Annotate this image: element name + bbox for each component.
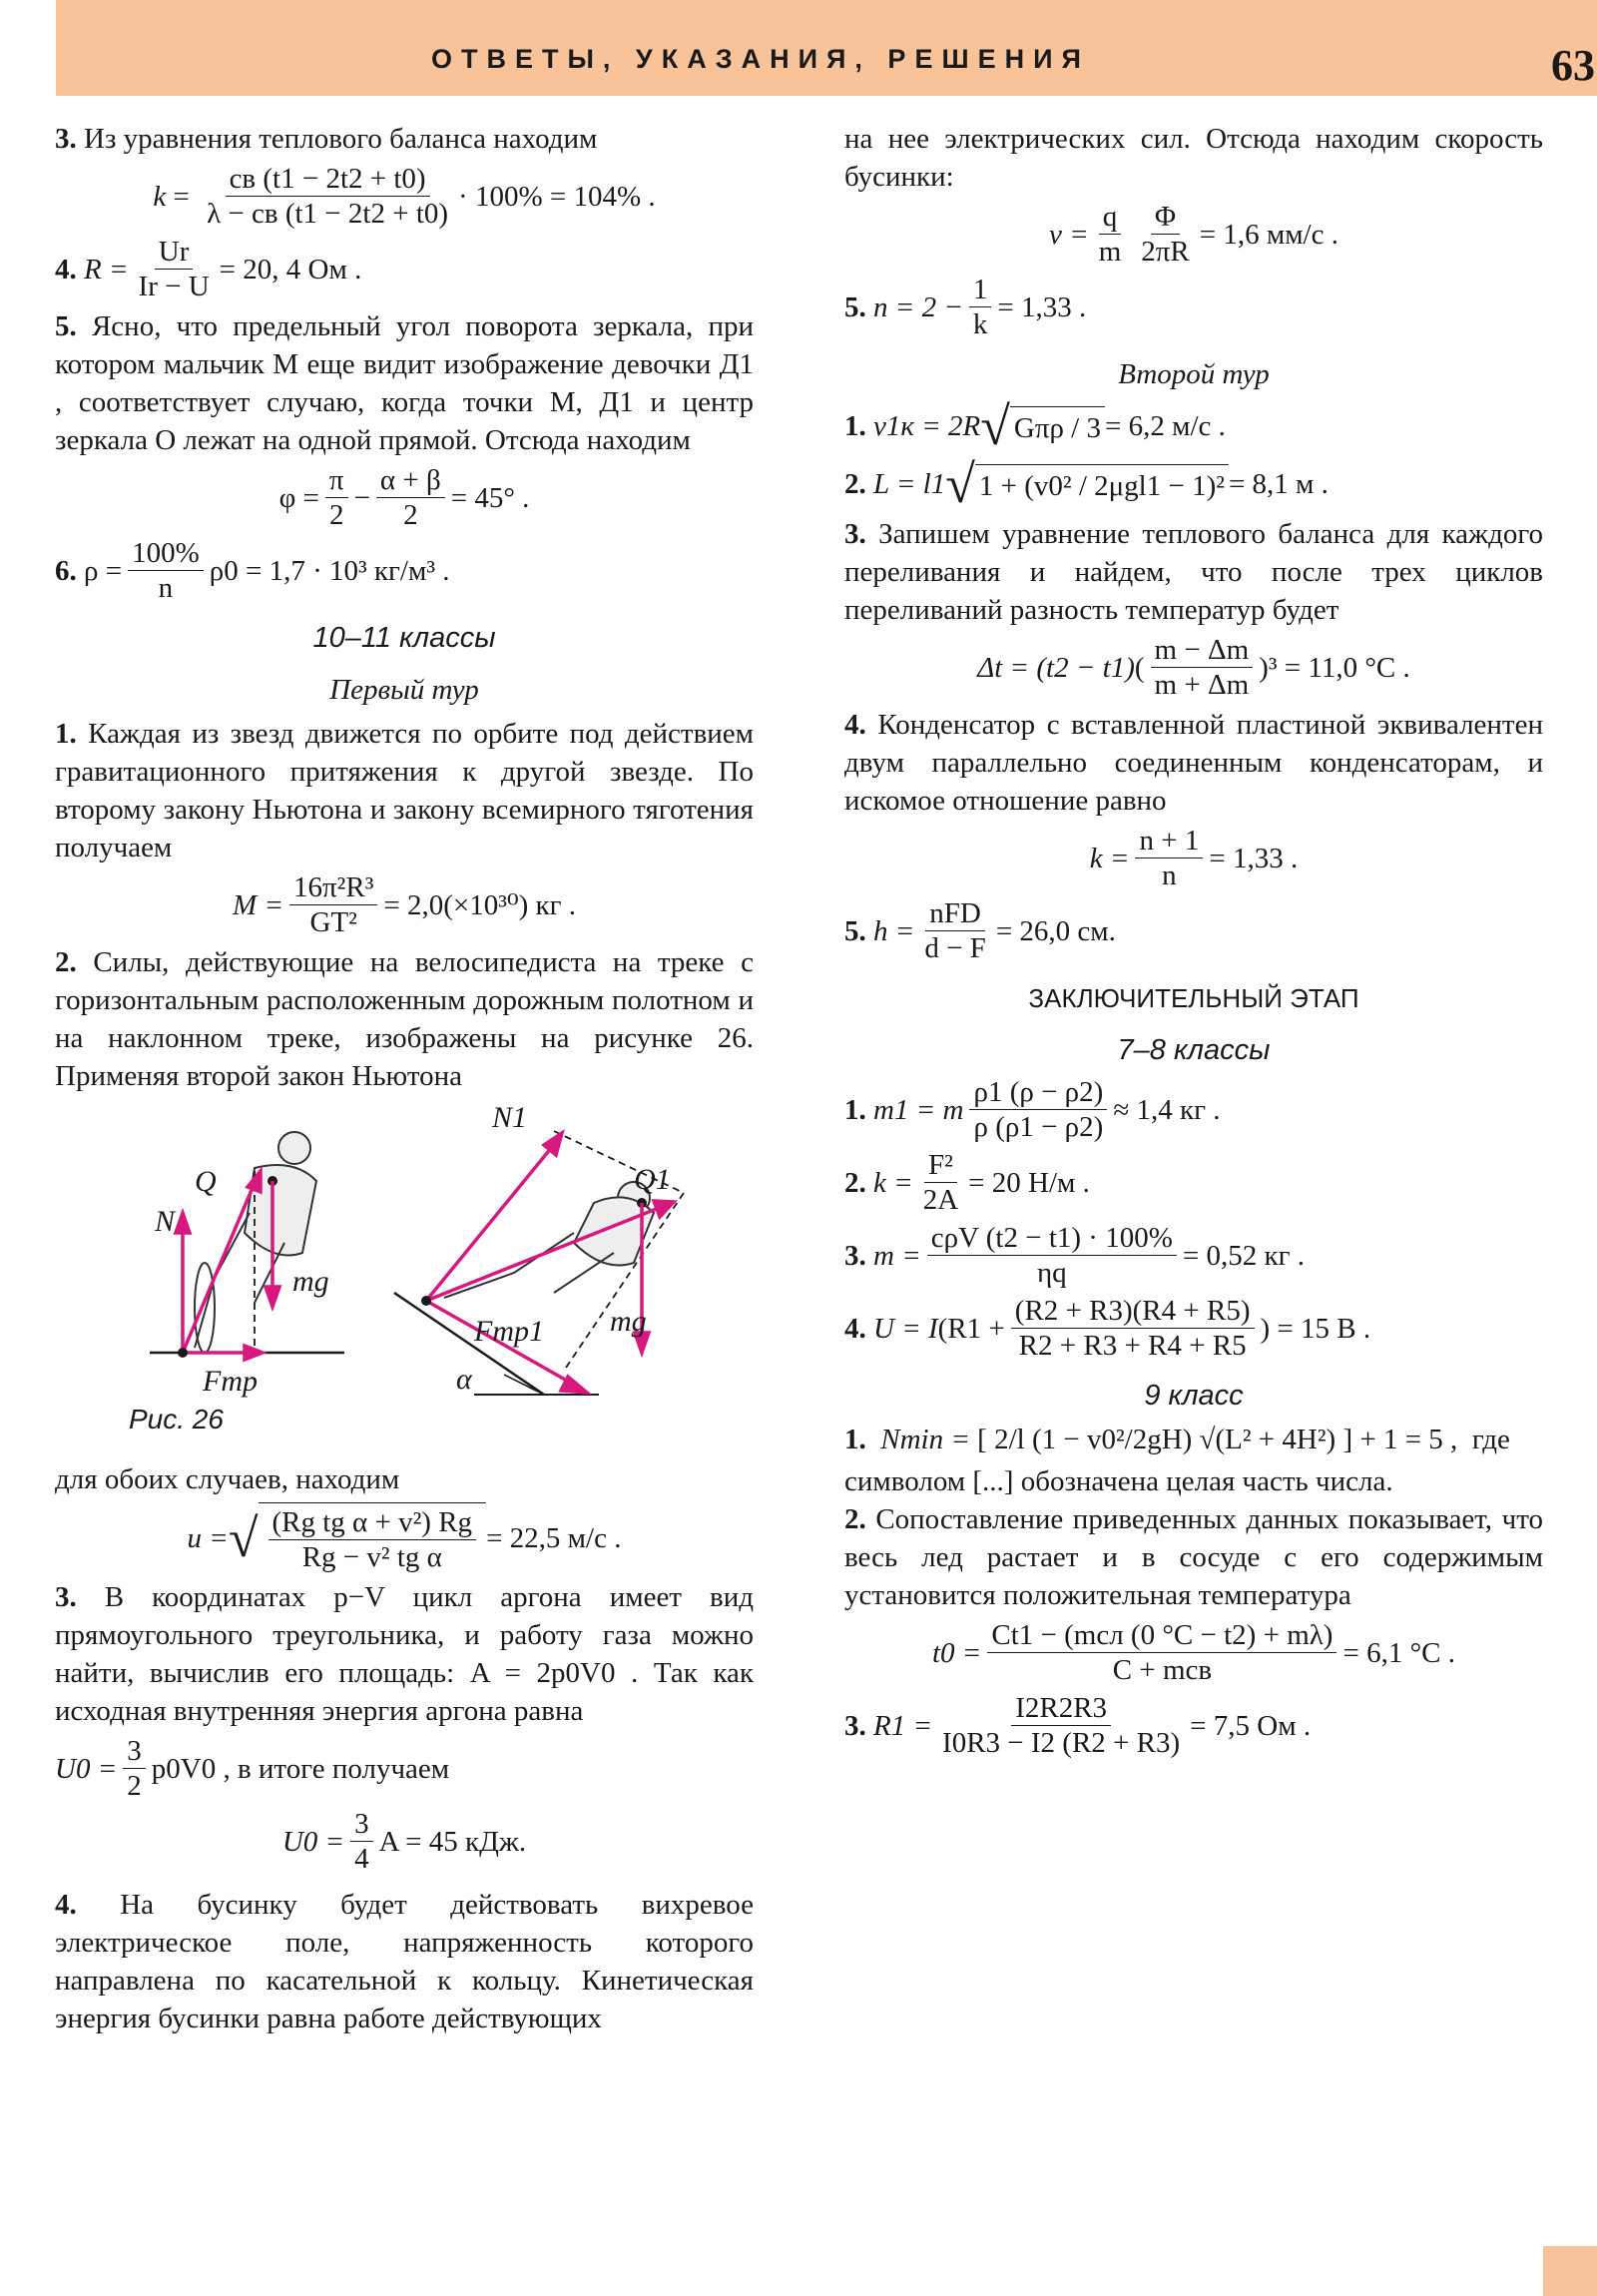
label-N: N [155,1205,176,1238]
left-column [55,120,754,2037]
final9-formula-1: 1. Nmin = [ 2/l (1 − v0²/2gH) √(L² + 4H²) ] + 1 = 5 , где [844,1424,1510,1455]
round1-problem-4: 4. На бусинку будет действовать вихревое электрическое поле, напряженность которого направлена по касательной к кольцу. Кинетическая энергия бусинки равна работе действующих [55,1889,755,2034]
label-Q: Q [195,1165,217,1198]
corner-tab [1543,2246,1597,2296]
label-mg-2: mg [610,1305,647,1338]
right-column [844,120,1543,1764]
round1-problem-2: 2. Силы, действующие на велосипедиста на треке с горизонтальным расположенным дорожным полотном и на наклонном треке, изображены на рисунке 26. Применяя второй закон Ньютона [55,946,754,1092]
final-formula-2: 2. k = $\frac{\text{F²}}{2A}$ = 20 Н/м . [844,1149,1090,1216]
problem-3: 3. Из уравнения теплового баланса находим [55,123,598,155]
round1-problem-4-cont: на нее электрических сил. Отсюда находим скорость бусинки: [844,123,1543,193]
round1-formula-5: 5. n = 2 − $\frac{1}{k}$ = 1,33 . [844,274,1087,340]
final9-problem-2: 2. Сопоставление приведенных данных показывает, что весь лед растает и в сосуде с его содержимым установится положительная температура [844,1503,1543,1611]
section-first-round: Первый тур [329,674,479,706]
header-title: ОТВЕТЫ, УКАЗАНИЯ, РЕШЕНИЯ [431,44,1090,74]
section-grade-10-11: 10–11 классы [312,622,496,654]
final9-formula-2: t0 = Ct1 − (mcл (0 °C − t2) + mλ) C + mcв = 6,1 °C . [931,1619,1456,1686]
problem-5: 5. Ясно, что предельный угол поворота зеркала, при котором мальчик M еще видит изображение девочки Д1 , соответствует случаю, когда точки M, Д1 и центр зеркала O лежат на одной прямой. Отсюда находим [55,310,754,456]
final-formula-3: 3. m = cρV (t2 − t1) · 100% ηq = 0,52 кг . [844,1222,1305,1289]
round1-formula-3b: U0 = $\frac{3}{4}$ A = 45 кДж. [281,1808,527,1875]
section-grade-9: 9 класс [1144,1380,1244,1412]
final9-note-1: символом [...] обозначена целая часть числа. [844,1465,1393,1497]
final-formula-1: 1. m1 = m $\frac{\rho 1 (\rho - \rho 2)}{\rho (\rho 1 - \rho 2)}$ ≈ 1,4 кг . [844,1076,1221,1143]
round1-formula-3a: U0 = $\frac{3}{2}$ p0V0 , в итоге получаем [55,1735,450,1802]
round2-formula-1: 1. v1к = 2R √ Gπρ / 3 = 6,2 м/с . [844,396,1226,456]
label-Q1: Q1 [634,1163,671,1196]
page-number: 63 [1551,41,1595,90]
round1-formula-1: M = $\frac{\text{16π²R³}}{\text{GT²}}$ = 2,0(×10³⁰) кг . [233,871,576,938]
round2-formula-5: 5. h = nFD d − F = 26,0 см. [844,897,1116,964]
section-grade-7-8: 7–8 классы [1117,1034,1271,1066]
figure-26 [55,1103,754,1442]
round2-formula-3: Δt = (t2 − t1) ( m − Δm m + Δm ) ³ = 11,0 °C . [977,634,1410,701]
page-header [56,0,1597,96]
round2-problem-3: 3. Запишем уравнение теплового баланса для каждого переливания и найдем, что после трех циклов переливаний разность температур будет [844,518,1544,626]
final-formula-4: 4. U = I (R1 + $\frac{(R2 + R3)(R4 + R5)}{R2 + R3 + R4 + R5}$ ) = 15 В . [844,1295,1371,1362]
label-mg: mg [292,1265,329,1298]
formula-4: 4. R = $\frac{Ur}{Ir - U}$ = 20, 4 Ом . [55,236,362,302]
round1-formula-4: v = $\frac{q}{m}$ $\frac{\Phi}{2\pi R}$ = 1,6 мм/с . [1049,201,1338,268]
round2-formula-2: 2. L = l1 √ 1 + (v0² / 2μgl1 − 1)² = 8,1 м . [844,454,1329,514]
round1-formula-2: u = √ (Rg tg α + v²) Rg Rg − v² tg α = 22,5 м/с . [55,1502,754,1574]
round2-problem-4: 4. Конденсатор с вставленной пластиной эквивалентен двум параллельно соединенным конденсаторам, и искомое отношение равно [844,709,1543,817]
label-Ftr1: Fтр1 [474,1315,544,1348]
formula-6: 6. ρ = $\frac{100\%}{n}$ ρ0 = 1,7 · 10³ кг/м³ . [55,537,450,604]
formula-3: k = cв (t1 − 2t2 + t0) λ − cв (t1 − 2t2 + t0) · 100% = 104% . [153,163,656,230]
label-N1: N1 [492,1101,528,1134]
section-second-round: Второй тур [1118,358,1270,390]
label-Ftr: Fтр [203,1365,258,1398]
round2-formula-4: k = $\frac{n + 1}{n}$ = 1,33 . [1089,825,1299,891]
round1-problem-3: 3. В координатах p−V цикл аргона имеет вид прямоугольного треугольника, и работу газа можно найти, вычислив его площадь: A = 2p0V0 . Так как исходная внутренняя энергия аргона равна [55,1581,754,1727]
formula-5: φ = $\frac{\pi}{2}$ − $\frac{\alpha + \beta}{2}$ = 45° . [278,464,530,531]
round1-problem-2-cont: для обоих случаев, находим [55,1463,400,1495]
final9-formula-3: 3. R1 = $\frac{I2R2R3}{I0R3 - I2 (R2 + R3)}$ = 7,5 Ом . [844,1692,1312,1759]
cyclist-force-diagram [55,1103,754,1442]
round1-problem-1: 1. Каждая из звезд движется по орбите под действием гравитационного притяжения к другой звезде. По второму закону Ньютона и закону всемирного тяготения получаем [55,718,755,863]
label-alpha: α [456,1363,472,1396]
section-final-stage: ЗАКЛЮЧИТЕЛЬНЫЙ ЭТАП [1028,983,1359,1013]
figure-caption: Рис. 26 [129,1404,224,1435]
